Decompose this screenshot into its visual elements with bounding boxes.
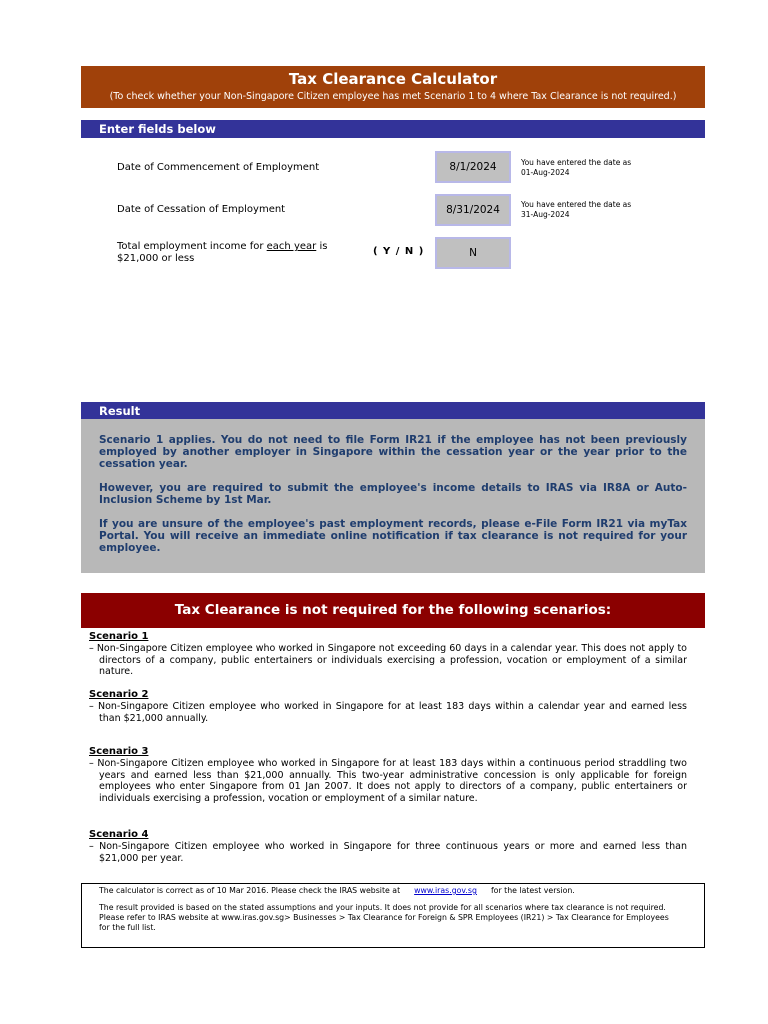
scenarios-heading: Tax Clearance is not required for the following scenarios: xyxy=(81,593,705,628)
disclaimer-line-1 xyxy=(99,886,688,896)
yn-label: ( Y / N ) xyxy=(373,246,425,257)
cessation-note xyxy=(521,200,631,219)
scenario-title: Scenario 1 xyxy=(89,631,149,642)
cessation-label: Date of Cessation of Employment xyxy=(117,204,286,215)
income-label-underlined: each year xyxy=(266,241,317,252)
scenario-text: – Non-Singapore Citizen employee who worked in Singapore not exceeding 60 days in a calendar year. This does not apply to directors of a company, public entertainers or individuals exercising a profession, vocation or employment of a similar nature. xyxy=(89,643,687,676)
scenario-4 xyxy=(89,828,687,864)
scenario-3 xyxy=(89,745,687,804)
scenario-title: Scenario 3 xyxy=(89,746,149,757)
enter-fields-heading: Enter fields below xyxy=(81,120,705,138)
disclaimer-line-3: Please refer to IRAS website at www.iras.gov.sg> Businesses > Tax Clearance for Foreign & SPR Employees (IR21) > Tax Clearance for Employees xyxy=(99,913,669,922)
disclaimer-line-1-post: for the latest version. xyxy=(490,886,575,895)
disclaimer-box xyxy=(81,883,705,948)
commencement-label: Date of Commencement of Employment xyxy=(117,162,320,173)
income-label-post: is xyxy=(316,241,328,252)
commencement-note-line1: You have entered the date as xyxy=(521,158,632,167)
result-heading: Result xyxy=(81,402,705,420)
page-title: Tax Clearance Calculator xyxy=(288,70,498,88)
cessation-note-line2: 31-Aug-2024 xyxy=(521,209,570,219)
scenario-title: Scenario 4 xyxy=(89,829,149,840)
disclaimer-line-4: for the full list. xyxy=(99,923,156,932)
iras-website-link[interactable]: www.iras.gov.sg xyxy=(414,886,477,895)
scenario-text: – Non-Singapore Citizen employee who worked in Singapore for at least 183 days within a calendar year and earned less than $21,000 annually. xyxy=(89,701,687,724)
income-yn-input[interactable]: N xyxy=(435,237,511,269)
disclaimer-line-2: The result provided is based on the stated assumptions and your inputs. It does not provide for all scenarios where tax clearance is not required. xyxy=(99,903,666,912)
calculator-header xyxy=(81,66,705,108)
commencement-note xyxy=(521,158,631,177)
income-label-line2: $21,000 or less xyxy=(117,253,195,264)
income-label xyxy=(117,241,327,265)
scenario-text: – Non-Singapore Citizen employee who worked in Singapore for three continuous years or more and earned less than $21,000 per year. xyxy=(89,841,687,864)
scenario-1 xyxy=(89,630,687,676)
scenario-title: Scenario 2 xyxy=(89,689,149,700)
scenario-text: – Non-Singapore Citizen employee who worked in Singapore for at least 183 days within a continuous period straddling two years and earned less than $21,000 annually. This two-year administrative concession is only applicable for foreign employees who enter Singapore from 01 Jan 2007. It does not apply to directors of a company, public entertainers or individuals exercising a profession, vocation or employment of a similar nature. xyxy=(89,758,687,804)
cessation-date-input[interactable]: 8/31/2024 xyxy=(435,194,511,226)
commencement-date-input[interactable]: 8/1/2024 xyxy=(435,151,511,183)
result-box xyxy=(81,419,705,573)
result-paragraph-2: However, you are required to submit the employee's income details to IRAS via IR8A or Auto-Inclusion Scheme by 1st Mar. xyxy=(99,482,687,506)
result-paragraph-1: Scenario 1 applies. You do not need to file Form IR21 if the employee has not been previously employed by another employer in Singapore within the cessation year or the year prior to the cessation year. xyxy=(99,434,687,470)
result-paragraph-3: If you are unsure of the employee's past employment records, please e-File Form IR21 via myTax Portal. You will receive an immediate online notification if tax clearance is not required for your employee. xyxy=(99,518,687,554)
disclaimer-line-1-pre: The calculator is correct as of 10 Mar 2016. Please check the IRAS website at xyxy=(99,886,401,895)
cessation-note-line1: You have entered the date as xyxy=(521,200,632,209)
commencement-note-line2: 01-Aug-2024 xyxy=(521,167,570,177)
page-subtitle: (To check whether your Non-Singapore Citizen employee has met Scenario 1 to 4 where Tax Clearance is not required.) xyxy=(109,91,677,102)
income-label-pre: Total employment income for xyxy=(117,241,267,252)
scenario-2 xyxy=(89,688,687,724)
